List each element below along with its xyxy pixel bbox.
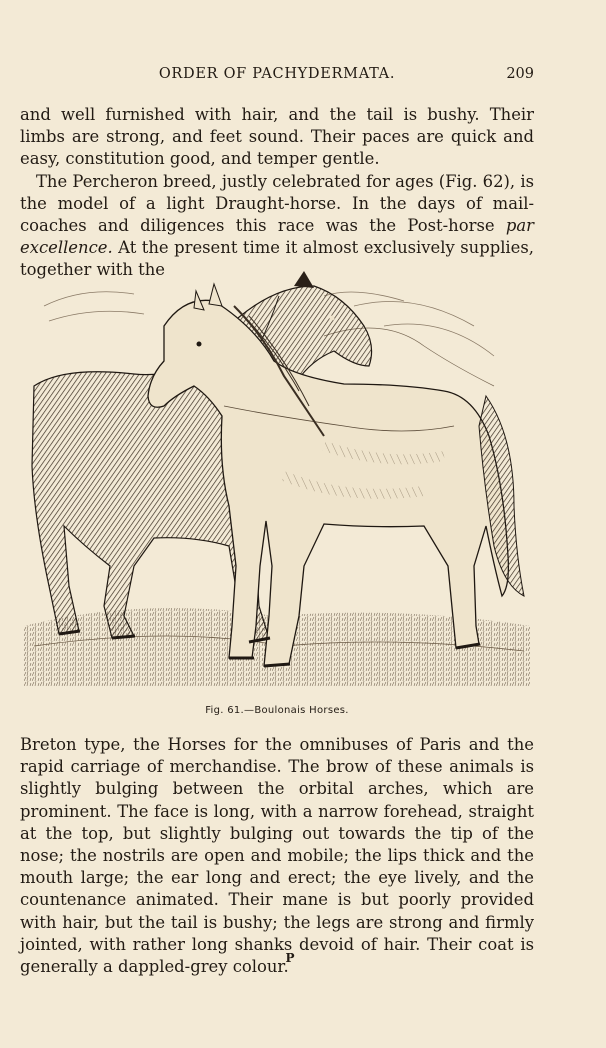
running-title: ORDER OF PACHYDERMATA. bbox=[158, 66, 396, 82]
paragraph-percheron bbox=[20, 171, 534, 282]
italic-phrase: par excellence. bbox=[20, 216, 534, 258]
engraving-two-horses-icon bbox=[24, 266, 530, 696]
figure-caption: Fig. 61.—Boulonais Horses. bbox=[205, 705, 349, 716]
signature-mark: P bbox=[285, 951, 295, 965]
body-text-top bbox=[20, 104, 534, 282]
paragraph-breton: Breton type, the Horses for the omnibuses of Paris and the rapid carriage of merchandise. The brow of these animals is slightly bulging between the orbital arches, which are prominent. The face is long, with a narrow forehead, straight at the top, but slightly bulging out towards the tip of the nose; the nostrils are open and mobile; the lips thick and the mouth large; the ear long and erect; the eye lively, and the countenance animated. Their mane is but poorly provided with hair, but the tail is bushy; the legs are strong and firmly jointed, with rather long shanks devoid of hair. Their coat is generally a dappled-grey colour. bbox=[20, 735, 534, 977]
body-text-bottom bbox=[20, 734, 534, 978]
paragraph-continuation: and well furnished with hair, and the tail is bushy. Their limbs are strong, and feet sound. Their paces are quick and easy, constitution good, and temper gentle. bbox=[20, 105, 534, 169]
page-number: 209 bbox=[506, 66, 534, 82]
paragraph-percheron-end: At the present time it almost exclusively supplies, together with the bbox=[20, 238, 534, 280]
paragraph-percheron-start: The Percheron breed, justly celebrated for ages (Fig. 62), is the model of a light Draught-horse. In the days of mail-coaches and diligences this race was the Post-horse bbox=[20, 171, 534, 236]
